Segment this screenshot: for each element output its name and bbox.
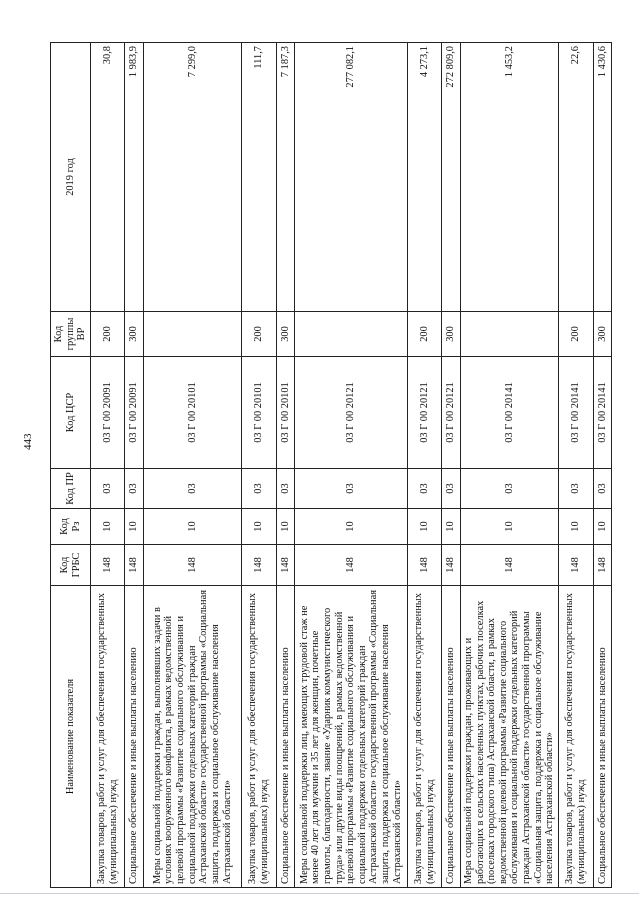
rotated-table-container [50,43,612,888]
cell-name: Закупка товаров, работ и услуг для обеспечения государственных (муниципальных) нужд [559,586,593,888]
cell-value: 1 983,9 [125,43,143,312]
cell-pr: 03 [242,469,276,509]
cell-name: Социальное обеспечение и иные выплаты населению [593,586,611,888]
header-year: 2019 год [51,43,91,312]
cell-grbs: 148 [276,545,294,586]
cell-grbs: 148 [559,545,593,586]
cell-pr: 03 [559,469,593,509]
cell-csr: 03 Г 00 20101 [276,357,294,469]
cell-pr: 03 [91,469,125,509]
page-number: 443 [22,433,34,450]
cell-vr: 300 [442,312,460,357]
cell-csr: 03 Г 00 20091 [91,357,125,469]
scan-edge-line [0,893,639,894]
cell-pr: 03 [442,469,460,509]
cell-rz: 10 [125,509,143,545]
cell-csr: 03 Г 00 20141 [559,357,593,469]
cell-value: 4 273,1 [408,43,442,312]
cell-rz: 10 [276,509,294,545]
cell-pr: 03 [143,469,242,509]
cell-value: 1 430,6 [593,43,611,312]
cell-pr: 03 [294,469,407,509]
table-row [460,43,559,888]
table-row [593,43,611,888]
cell-name: Закупка товаров, работ и услуг для обеспечения государственных (муниципальных) нужд [242,586,276,888]
cell-vr: 200 [91,312,125,357]
header-csr: Код ЦСР [51,357,91,469]
cell-name: Меры социальной поддержки лиц, имеющих трудовой стаж не менее 40 лет для мужчин и 35 лет для женщин, почетные грамоты, благодарности, звание «Ударник коммунистического труда» или другие виды поощрений, в рамках ведомственной целевой программы «Развитие социального обслуживания и социальной поддержки отдельных категорий граждан Астраханской области» государственной программы «Социальная защита, поддержка и социальное обслуживание населения Астраханской области» [294,586,407,888]
table-row [143,43,242,888]
cell-pr: 03 [276,469,294,509]
cell-value: 7 299,0 [143,43,242,312]
cell-value: 1 453,2 [460,43,559,312]
cell-vr: 300 [276,312,294,357]
cell-grbs: 148 [242,545,276,586]
header-pr: Код ПР [51,469,91,509]
table-row [408,43,442,888]
cell-csr: 03 Г 00 20101 [143,357,242,469]
table-row [125,43,143,888]
cell-vr: 200 [242,312,276,357]
cell-name: Социальное обеспечение и иные выплаты населению [276,586,294,888]
cell-name: Социальное обеспечение и иные выплаты населению [125,586,143,888]
cell-csr: 03 Г 00 20101 [242,357,276,469]
budget-table [50,42,612,888]
cell-grbs: 148 [143,545,242,586]
cell-rz: 10 [460,509,559,545]
cell-rz: 10 [442,509,460,545]
table-row [276,43,294,888]
cell-vr: 300 [593,312,611,357]
cell-grbs: 148 [91,545,125,586]
cell-rz: 10 [593,509,611,545]
cell-vr: 300 [125,312,143,357]
cell-pr: 03 [593,469,611,509]
cell-pr: 03 [460,469,559,509]
table-header-row [51,43,91,888]
cell-name: Социальное обеспечение и иные выплаты населению [442,586,460,888]
cell-pr: 03 [125,469,143,509]
cell-csr: 03 Г 00 20121 [294,357,407,469]
cell-value: 111,7 [242,43,276,312]
cell-grbs: 148 [442,545,460,586]
cell-value: 272 809,0 [442,43,460,312]
cell-rz: 10 [242,509,276,545]
cell-pr: 03 [408,469,442,509]
cell-value: 30,8 [91,43,125,312]
table-row [559,43,593,888]
cell-value: 7 187,3 [276,43,294,312]
cell-grbs: 148 [294,545,407,586]
cell-csr: 03 Г 00 20141 [593,357,611,469]
cell-vr: 200 [408,312,442,357]
header-name: Наименование показателя [51,586,91,888]
cell-rz: 10 [91,509,125,545]
cell-rz: 10 [559,509,593,545]
cell-grbs: 148 [460,545,559,586]
cell-grbs: 148 [408,545,442,586]
cell-csr: 03 Г 00 20121 [442,357,460,469]
cell-grbs: 148 [593,545,611,586]
table-row [242,43,276,888]
header-grbs: Код ГРБС [51,545,91,586]
cell-vr [294,312,407,357]
cell-csr: 03 Г 00 20141 [460,357,559,469]
cell-vr: 200 [559,312,593,357]
cell-rz: 10 [408,509,442,545]
cell-value: 22,6 [559,43,593,312]
cell-csr: 03 Г 00 20121 [408,357,442,469]
cell-csr: 03 Г 00 20091 [125,357,143,469]
cell-vr [143,312,242,357]
cell-name: Закупка товаров, работ и услуг для обеспечения государственных (муниципальных) нужд [408,586,442,888]
cell-rz: 10 [143,509,242,545]
cell-value: 277 082,1 [294,43,407,312]
cell-name: Закупка товаров, работ и услуг для обеспечения государственных (муниципальных) нужд [91,586,125,888]
cell-name: Мера социальной поддержки граждан, проживающих и работающих в сельских населенных пунктах, рабочих поселках (поселках городского типа) Астраханской области, в рамках ведомственной целевой программы «Развитие социального обслуживания и социальной поддержки отдельных категорий граждан Астраханской области» государственной программы «Социальная защита, поддержка и социальное обслуживание населения Астраханской области» [460,586,559,888]
header-rz: Код Рз [51,509,91,545]
cell-grbs: 148 [125,545,143,586]
table-row [442,43,460,888]
table-row [91,43,125,888]
header-vr: Код группы ВР [51,312,91,357]
cell-vr [460,312,559,357]
cell-rz: 10 [294,509,407,545]
table-row [294,43,407,888]
cell-name: Меры социальной поддержки граждан, выполнявших задачи в условиях вооруженного конфликта, в рамках ведомственной целевой программы «Развитие социального обслуживания и социальной поддержки отдельных категорий граждан Астраханской области» государственной программы «Социальная защита, поддержка и социальное обслуживание населения Астраханской области» [143,586,242,888]
